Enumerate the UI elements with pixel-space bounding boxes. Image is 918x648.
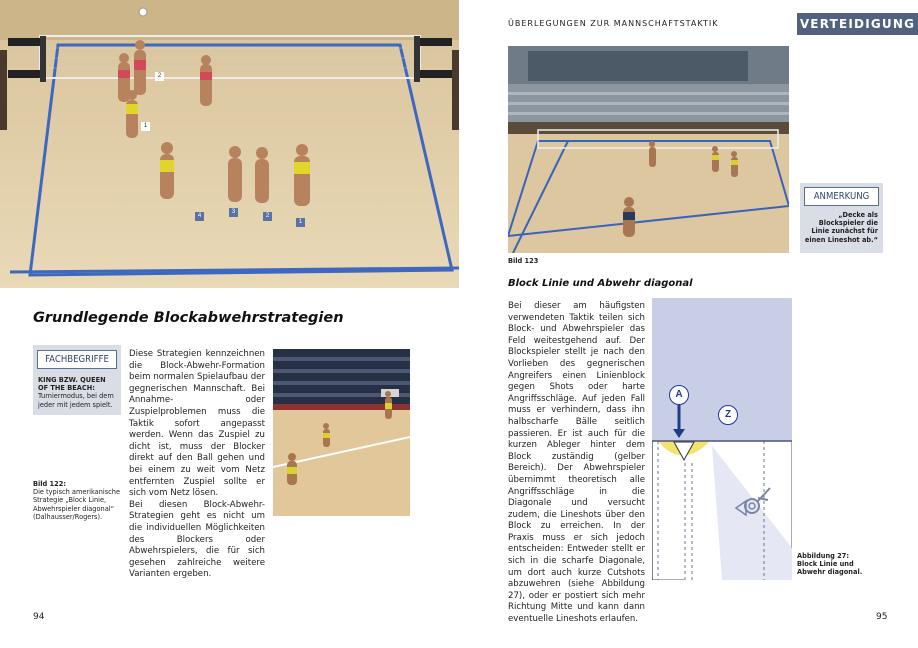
inset-photo-left — [273, 349, 410, 516]
anmerkung-text: „Decke als Blockspieler die Linie zunächst für einen Lineshot ab.“ — [804, 211, 878, 244]
figure-caption-27 — [797, 552, 881, 577]
section-subtitle: Block Linie und Abwehr diagonal — [508, 278, 693, 289]
figure-caption-title: Abbildung 27: — [797, 552, 849, 560]
photo-caption-122 — [33, 480, 121, 521]
tactic-diagram — [652, 298, 792, 580]
fachbegriffe-term — [38, 376, 118, 409]
body-text-left: Diese Strategien kennzeichnen die Block-Abwehr-Formation beim normalen Spielaufbau der gegnerischen Mannschaft. Bei Annahme- oder Zuspielproblemen muss die Taktik sofort angepasst werden. Wenn das Zuspiel zu dicht ist, muss der Blocker direkt auf den Ball gehen und bei einem zu weit vom Netz entfernten Zuspiel sollte er sich vom Netz lösen. Bei diesen Block-Abwehr-Strategien geht es nicht um die individuellen Möglichkeiten des Blockers oder Abwehrspielers, die für sich gesehen zahlreiche weitere Varianten ergeben. — [129, 349, 265, 580]
section-tab: VERTEIDIGUNG — [797, 13, 918, 35]
page-number-right: 95 — [876, 612, 888, 622]
marker-z: Z — [718, 405, 738, 425]
anmerkung-label: ANMERKUNG — [804, 187, 879, 206]
fachbegriffe-label: FACHBEGRIFFE — [37, 350, 117, 369]
page-title: Grundlegende Blockabwehrstrategien — [33, 310, 344, 326]
player-marker: 1 — [296, 218, 305, 227]
photo-caption-123: Bild 123 — [508, 257, 539, 265]
caption-text: Die typisch amerikanische Strategie „Block Linie, Abwehrspieler diagonal“ (Dalhausser/Rogers). — [33, 488, 121, 521]
figure-caption-text: Block Linie und Abwehr diagonal. — [797, 560, 863, 577]
main-court-photo — [0, 0, 459, 288]
player-marker: 4 — [195, 212, 204, 221]
running-header: ÜBERLEGUNGEN ZUR MANNSCHAFTSTAKTIK — [508, 19, 719, 28]
page-number-left: 94 — [33, 612, 45, 622]
caption-title: Bild 122: — [33, 480, 66, 488]
player-marker: 2 — [155, 72, 164, 81]
marker-a: A — [669, 385, 689, 405]
player-marker: 1 — [141, 122, 150, 131]
fachbegriffe-term-title: KING BZW. QUEEN OF THE BEACH: — [38, 376, 106, 393]
fachbegriffe-definition: Turniermodus, bei dem jeder mit jedem spielt. — [38, 392, 114, 409]
player-marker: 2 — [263, 212, 272, 221]
body-text-right: Bei dieser am häufigsten verwendeten Taktik teilen sich Block- und Abwehrspieler das Feld weitestgehend auf. Der Blockspieler stellt je nach den Vorlieben des gegnerischen Angreifers einen Linienblock gegen Shots oder harte Angriffsschläge. Auf jeden Fall muss er verhindern, dass ihn halbscharfe Bälle seitlich passieren. Er ist auch für die kurzen Ableger hinter dem Block zuständig (gelber Bereich). Der Abwehrspieler übernimmt theoretisch alle Angriffsschläge in die Diagonale und versucht zudem, die Lineshots über den Block zu erreichen. In der Praxis muss er sich jedoch entscheiden: Entweder stellt er sich in die scharfe Diagonale, um dort auch kurze Cutshots abzuwehren (siehe Abbildung 27), oder er postiert sich mehr Richtung Mitte und kann dann eventuelle Lineshots erlaufen. — [508, 301, 645, 625]
right-court-photo — [508, 46, 789, 253]
player-marker: 3 — [229, 208, 238, 217]
